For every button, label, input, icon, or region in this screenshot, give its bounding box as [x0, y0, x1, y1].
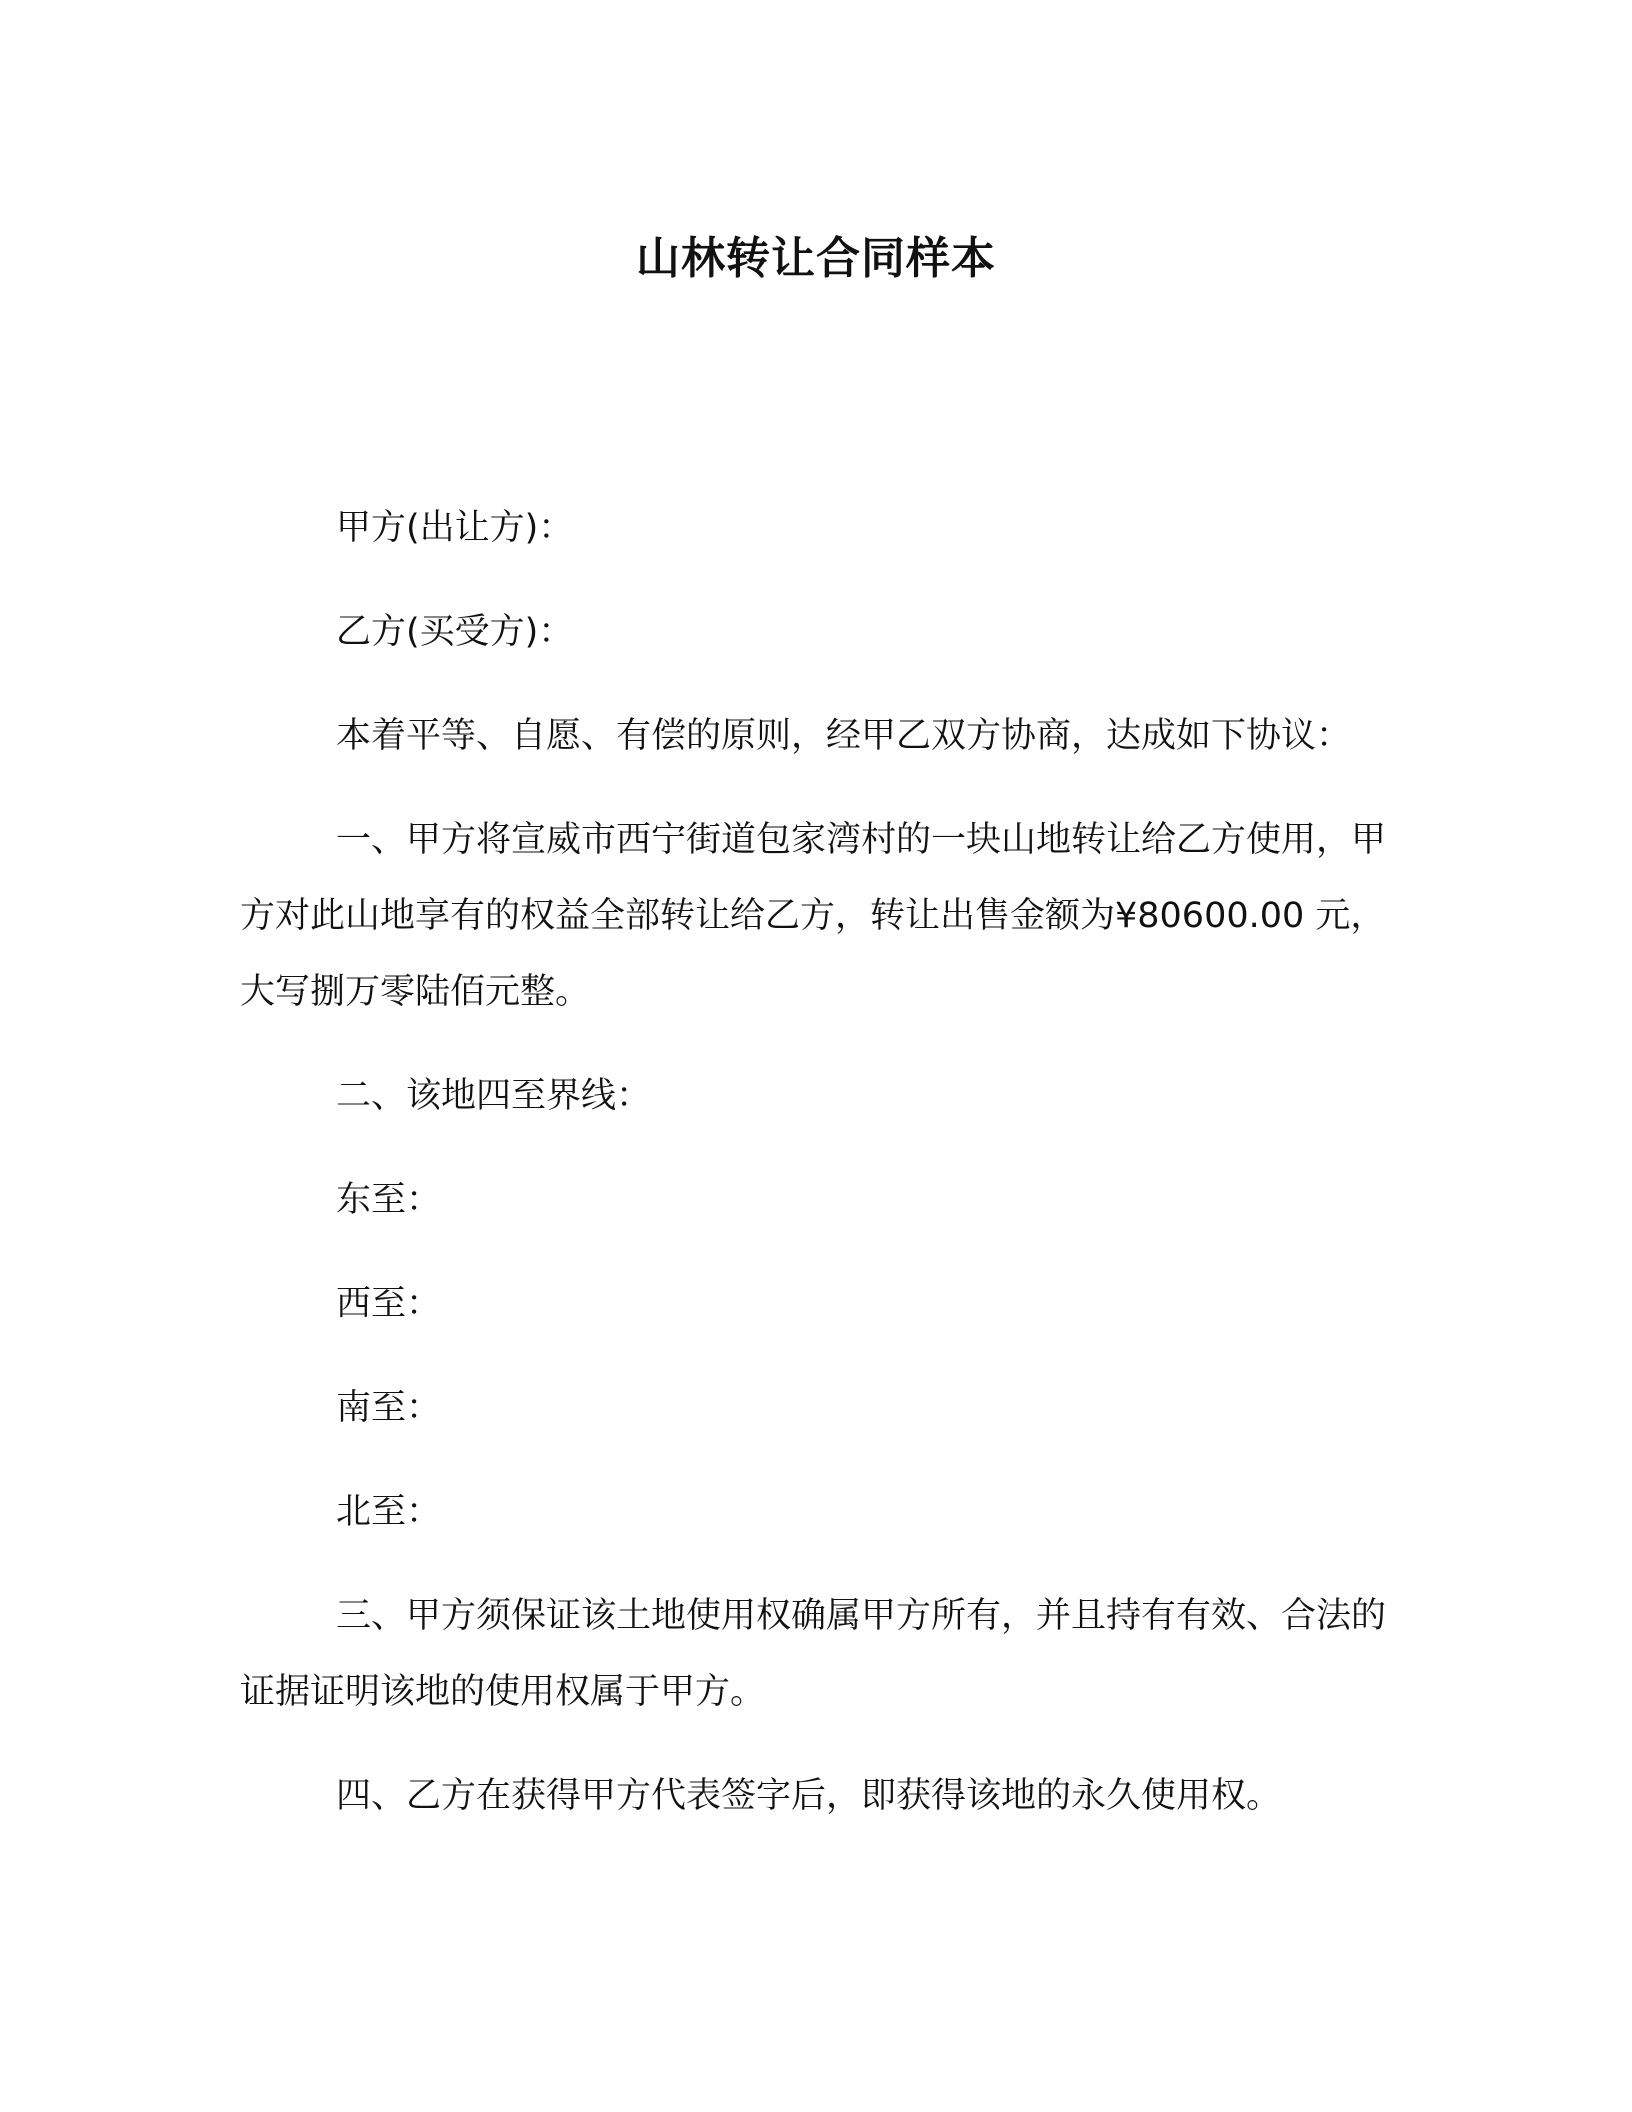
document-body — [240, 490, 1400, 1862]
boundary-south: 南至： — [336, 1388, 442, 1428]
document-title: 山林转让合同样本 — [636, 233, 996, 284]
boundary-north: 北至： — [336, 1492, 442, 1532]
boundary-west: 西至： — [336, 1284, 442, 1324]
clause-1-paragraph: 一、甲方将宣威市西宁街道包家湾村的一块山地转让给乙方使用，甲方对此山地享有的权益全部转让给乙方，转让出售金额为¥80600.00 元，大写捌万零陆佰元整。 — [240, 820, 1387, 1012]
boundary-east: 东至： — [336, 1180, 442, 1220]
clause-3-paragraph: 三、甲方须保证该土地使用权确属甲方所有，并且持有有效、合法的证据证明该地的使用权属于甲方。 — [240, 1596, 1387, 1712]
preamble-paragraph: 本着平等、自愿、有偿的原则，经甲乙双方协商，达成如下协议： — [336, 716, 1352, 756]
clause-2-heading: 二、该地四至界线： — [336, 1076, 652, 1116]
clause-4-paragraph: 四、乙方在获得甲方代表签字后，即获得该地的永久使用权。 — [336, 1776, 1282, 1816]
party-a-line: 甲方(出让方)： — [336, 508, 574, 548]
party-b-line: 乙方(买受方)： — [336, 612, 574, 652]
